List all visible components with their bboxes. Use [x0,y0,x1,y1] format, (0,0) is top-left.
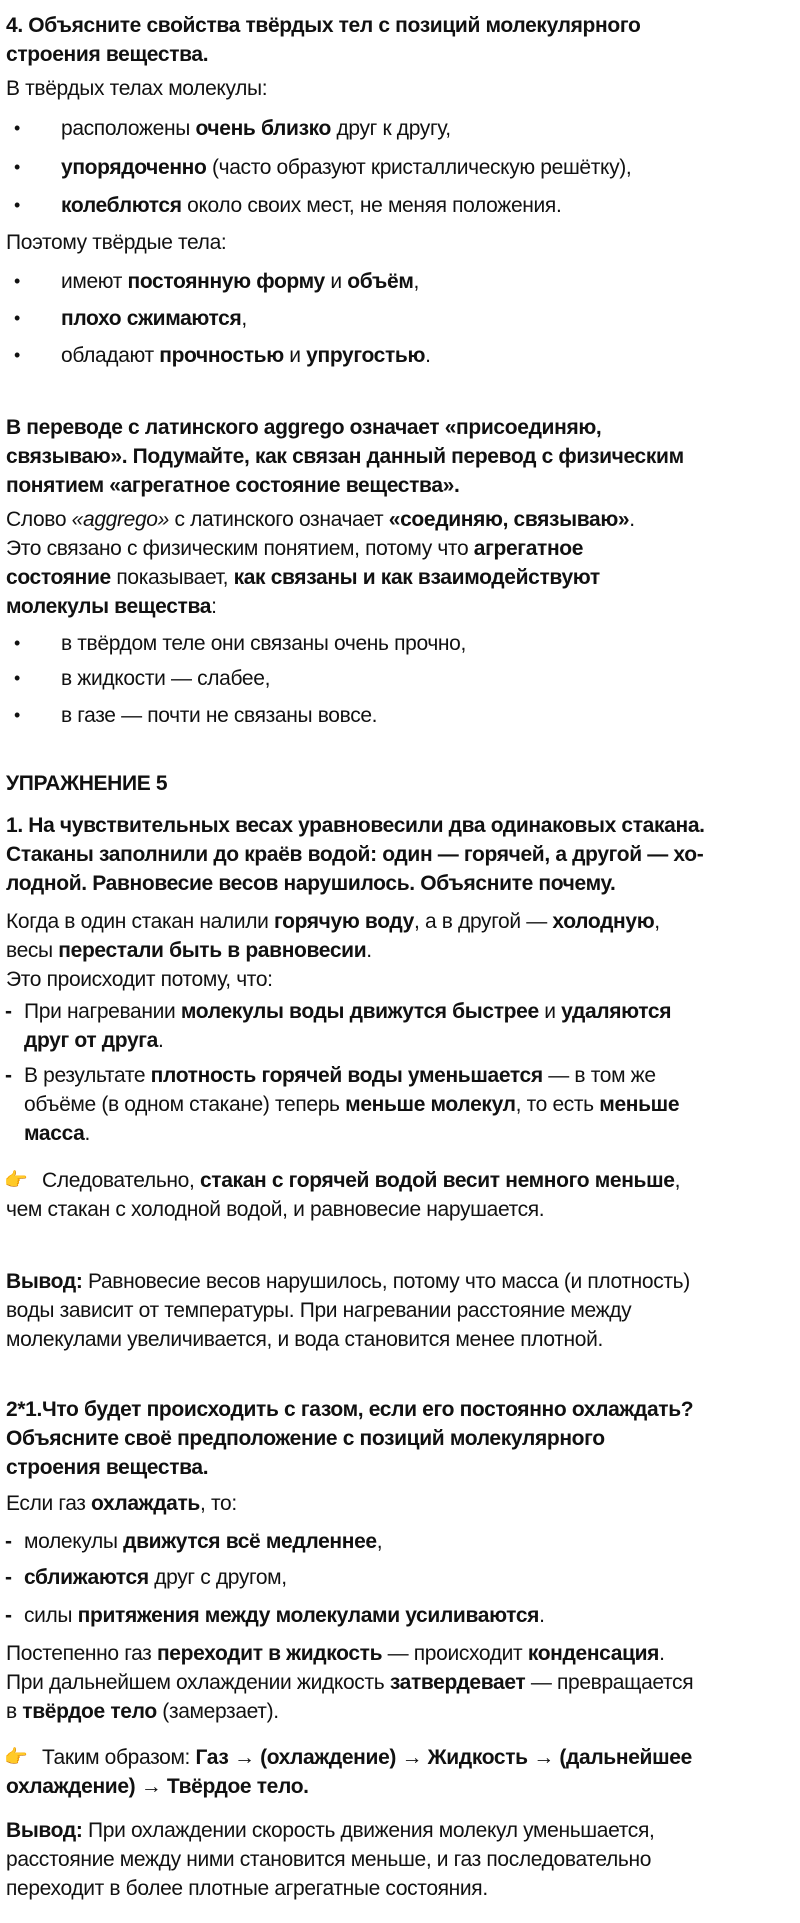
text: В результате [24,1064,151,1087]
text-line [6,1424,800,1453]
text: расстояние между ними становится меньше, и газ последовательно [6,1848,652,1871]
text: Это происходит потому, что: [6,968,273,991]
bold-text: упорядоченно [61,156,207,179]
bold-text: конденсация [527,1642,660,1665]
bold-text: агрегатное [473,537,584,560]
bullet-icon: • [14,157,21,177]
bold-text: горячую воду [273,910,414,933]
dash-item [0,1061,800,1148]
text: При дальнейшем охлаждении жидкость [6,1671,390,1694]
bold-text: движутся всё медленнее [123,1530,377,1553]
bold-text: состояние [6,566,111,589]
text-line [24,1061,800,1090]
bullet-item [0,701,800,730]
question-heading [0,811,800,898]
text: в жидкости — слабее, [61,667,271,690]
text: чем стакан с холодной водой, и равновесие нарушается. [6,1198,545,1221]
text-line [24,1090,800,1119]
bullet-icon: • [14,633,21,653]
bold-text: твёрдое тело [22,1700,157,1723]
bold-text: меньше молекул [345,1093,516,1116]
text: весы [6,939,59,962]
text-line [6,505,800,534]
dash-item [0,997,800,1055]
bold-text: притяжения между молекулами усиливаются [77,1604,540,1627]
dash-marker: - [5,1604,12,1627]
dash-marker: - [5,1530,12,1553]
bold-text: постоянную форму [127,270,325,293]
plain-item [0,907,800,994]
bullet-icon: • [14,705,21,725]
bold-text: плохо сжимаются [61,307,242,330]
bold-text: упругостью [306,344,426,367]
bold-text: Объясните своё предположение с позиций молекулярного [6,1427,605,1450]
dash-marker: - [5,1566,12,1589]
text-line [61,114,800,143]
plain-item [0,1267,800,1354]
bold-text: объём [347,270,414,293]
text: . [84,1122,90,1145]
text: (замерзает). [156,1700,279,1723]
bullet-item [0,191,800,220]
plain-item [0,1489,800,1518]
dash-item [0,1563,800,1592]
question-heading [0,769,800,798]
bold-text: охлаждать [91,1492,200,1515]
text: показывает, [110,566,234,589]
text-line [6,936,800,965]
text-line [61,267,800,296]
text: , [376,1530,383,1553]
hand-item [0,1166,800,1224]
text: В твёрдых телах молекулы: [6,77,268,100]
text: . [539,1604,545,1627]
text: , то есть [515,1093,600,1116]
text: Равновесие весов нарушилось, потому что масса (и плотность) [82,1270,690,1293]
text-line [6,907,800,936]
text-line [61,701,800,730]
text: молекулы [24,1530,124,1553]
text-line [6,1743,800,1772]
text-line [6,1816,800,1845]
bold-text: затвердевает [389,1671,526,1694]
bold-text: перестали быть в равновесии [58,939,367,962]
pointing-hand-icon: 👉 [4,1170,28,1191]
text: : [211,595,217,618]
text-line [6,442,800,471]
text-line [6,534,800,563]
bold-text: масса [24,1122,85,1145]
text: около своих мест, не меняя положения. [181,194,562,217]
text-line [61,629,800,658]
bullet-item [0,304,800,333]
text-line [6,1668,800,1697]
text: силы [24,1604,78,1627]
text-line [6,1325,800,1354]
bold-text: молекулы воды движутся быстрее [180,1000,539,1023]
bold-text: как связаны и как взаимодействуют [233,566,600,589]
bold-text: 4. Объясните свойства твёрдых тел с позиций молекулярного [6,14,641,37]
text: , а в другой — [413,910,553,933]
bold-text: Вывод: [6,1270,83,1293]
plain-item [0,1816,800,1903]
text: Таким образом: [42,1746,196,1769]
text: , [654,910,660,933]
text: Постепенно газ [6,1642,157,1665]
bold-text: меньше [599,1093,680,1116]
bullet-item [0,153,800,182]
text-line [6,1296,800,1325]
bold-text: холодную [552,910,655,933]
text-line [24,1026,800,1055]
question-heading [0,1395,800,1482]
bold-text: охлаждение) → Твёрдое тело. [6,1775,309,1798]
text-line [61,341,800,370]
text: с латинского означает [168,508,389,531]
bold-text: очень близко [195,117,332,140]
plain-item [0,74,800,103]
bold-text: Стаканы заполнили до краёв водой: один — горячей, а другой — хо- [6,843,704,866]
plain-item [0,1639,800,1726]
bold-text: друг от друга [24,1029,159,1052]
bullet-icon: • [14,308,21,328]
question-heading [0,413,800,500]
text: обладают [61,344,160,367]
bold-text: стакан с горячей водой весит немного меньше [199,1169,675,1192]
hand-item [0,1743,800,1801]
dash-item [0,1601,800,1630]
bold-text: лодной. Равновесие весов нарушилось. Объясните почему. [6,872,616,895]
text-line [6,40,800,69]
text: воды зависит от температуры. При нагревании расстояние между [6,1299,632,1322]
question-heading [0,11,800,69]
text: При охлаждении скорость движения молекул уменьшается, [82,1819,655,1842]
bullet-icon: • [14,345,21,365]
text: и [324,270,348,293]
text-line [61,664,800,693]
pointing-hand-icon: 👉 [4,1747,28,1768]
text: При нагревании [24,1000,181,1023]
bullet-icon: • [14,195,21,215]
text-line [6,840,800,869]
text-line [24,1601,800,1630]
text: . [629,508,635,531]
text-line [6,1166,800,1195]
text: Следовательно, [42,1169,200,1192]
text-line [6,74,800,103]
bullet-icon: • [14,118,21,138]
text: . [425,344,431,367]
text-line [6,1845,800,1874]
bold-text: колеблются [61,194,182,217]
bold-text: удаляются [561,1000,672,1023]
text: «aggrego» [71,508,169,531]
text: Слово [6,508,72,531]
text-line [6,965,800,994]
text: переходит в более плотные агрегатные состояния. [6,1877,488,1900]
text: — превращается [525,1671,694,1694]
bold-text: Газ → (охлаждение) → Жидкость → (дальнейшее [195,1746,692,1769]
text-line [61,153,800,182]
text-line [6,413,800,442]
text-line [6,1453,800,1482]
bullet-icon: • [14,668,21,688]
text-line [24,1527,800,1556]
plain-item [0,505,800,621]
text: имеют [61,270,128,293]
text-line [24,997,800,1026]
text-line [24,1563,800,1592]
bold-text: УПРАЖНЕНИЕ 5 [6,772,168,795]
text: в газе — почти не связаны вовсе. [61,704,378,727]
bold-text: прочностью [159,344,284,367]
text-line [6,471,800,500]
text-line [6,811,800,840]
text: , то: [200,1492,237,1515]
bullet-item [0,267,800,296]
text-line [6,563,800,592]
bullet-item [0,629,800,658]
bold-text: понятием «агрегатное состояние вещества». [6,474,460,497]
text-line [6,1874,800,1903]
text-line [6,1267,800,1296]
text: Когда в один стакан налили [6,910,274,933]
text: . [158,1029,164,1052]
text: , [413,270,420,293]
plain-item [0,228,800,257]
bold-text: строения вещества. [6,43,209,66]
text-line [6,1772,800,1801]
bold-text: 1. На чувствительных весах уравновесили два одинаковых стакана. [6,814,705,837]
text: , [241,307,247,330]
bullet-item [0,664,800,693]
text: (часто образуют кристаллическую решётку), [206,156,632,179]
text-line [6,1489,800,1518]
text-line [61,304,800,333]
bold-text: В переводе с латинского aggrego означает «присоединяю, [6,416,602,439]
text-line [6,1639,800,1668]
bold-text: молекулы вещества [6,595,212,618]
bullet-item [0,341,800,370]
text-line [24,1119,800,1148]
bold-text: связываю». Подумайте, как связан данный перевод с физическим [6,445,684,468]
bold-text: строения вещества. [6,1456,209,1479]
text: в твёрдом теле они связаны очень прочно, [61,632,466,655]
bold-text: Вывод: [6,1819,83,1842]
text: , [674,1169,681,1192]
bold-text: «соединяю, связываю» [388,508,630,531]
text-line [6,1395,800,1424]
text: — в том же [542,1064,656,1087]
text: . [659,1642,665,1665]
bullet-icon: • [14,271,21,291]
text: друг с другом, [148,1566,287,1589]
text: расположены [61,117,196,140]
text: Это связано с физическим понятием, потому что [6,537,474,560]
dash-marker: - [5,1000,12,1023]
text: и [283,344,307,367]
bold-text: переходит в жидкость [156,1642,383,1665]
text-line [6,769,800,798]
bold-text: 2*1.Что будет происходить с газом, если его постоянно охлаждать? [6,1398,694,1421]
text: — происходит [382,1642,528,1665]
dash-item [0,1527,800,1556]
bold-text: сближаются [24,1566,149,1589]
text-line [6,1697,800,1726]
text-line [6,228,800,257]
text: Поэтому твёрдые тела: [6,231,227,254]
text-line [6,869,800,898]
bullet-item [0,114,800,143]
bold-text: плотность горячей воды уменьшается [150,1064,543,1087]
text: . [366,939,372,962]
text: друг к другу, [331,117,451,140]
text-line [6,592,800,621]
dash-marker: - [5,1064,12,1087]
text: молекулами увеличивается, и вода становится менее плотной. [6,1328,603,1351]
text: Если газ [6,1492,92,1515]
text: объёме (в одном стакане) теперь [24,1093,346,1116]
text-line [6,1195,800,1224]
text: в [6,1700,23,1723]
text: и [538,1000,562,1023]
text-line [6,11,800,40]
text-line [61,191,800,220]
